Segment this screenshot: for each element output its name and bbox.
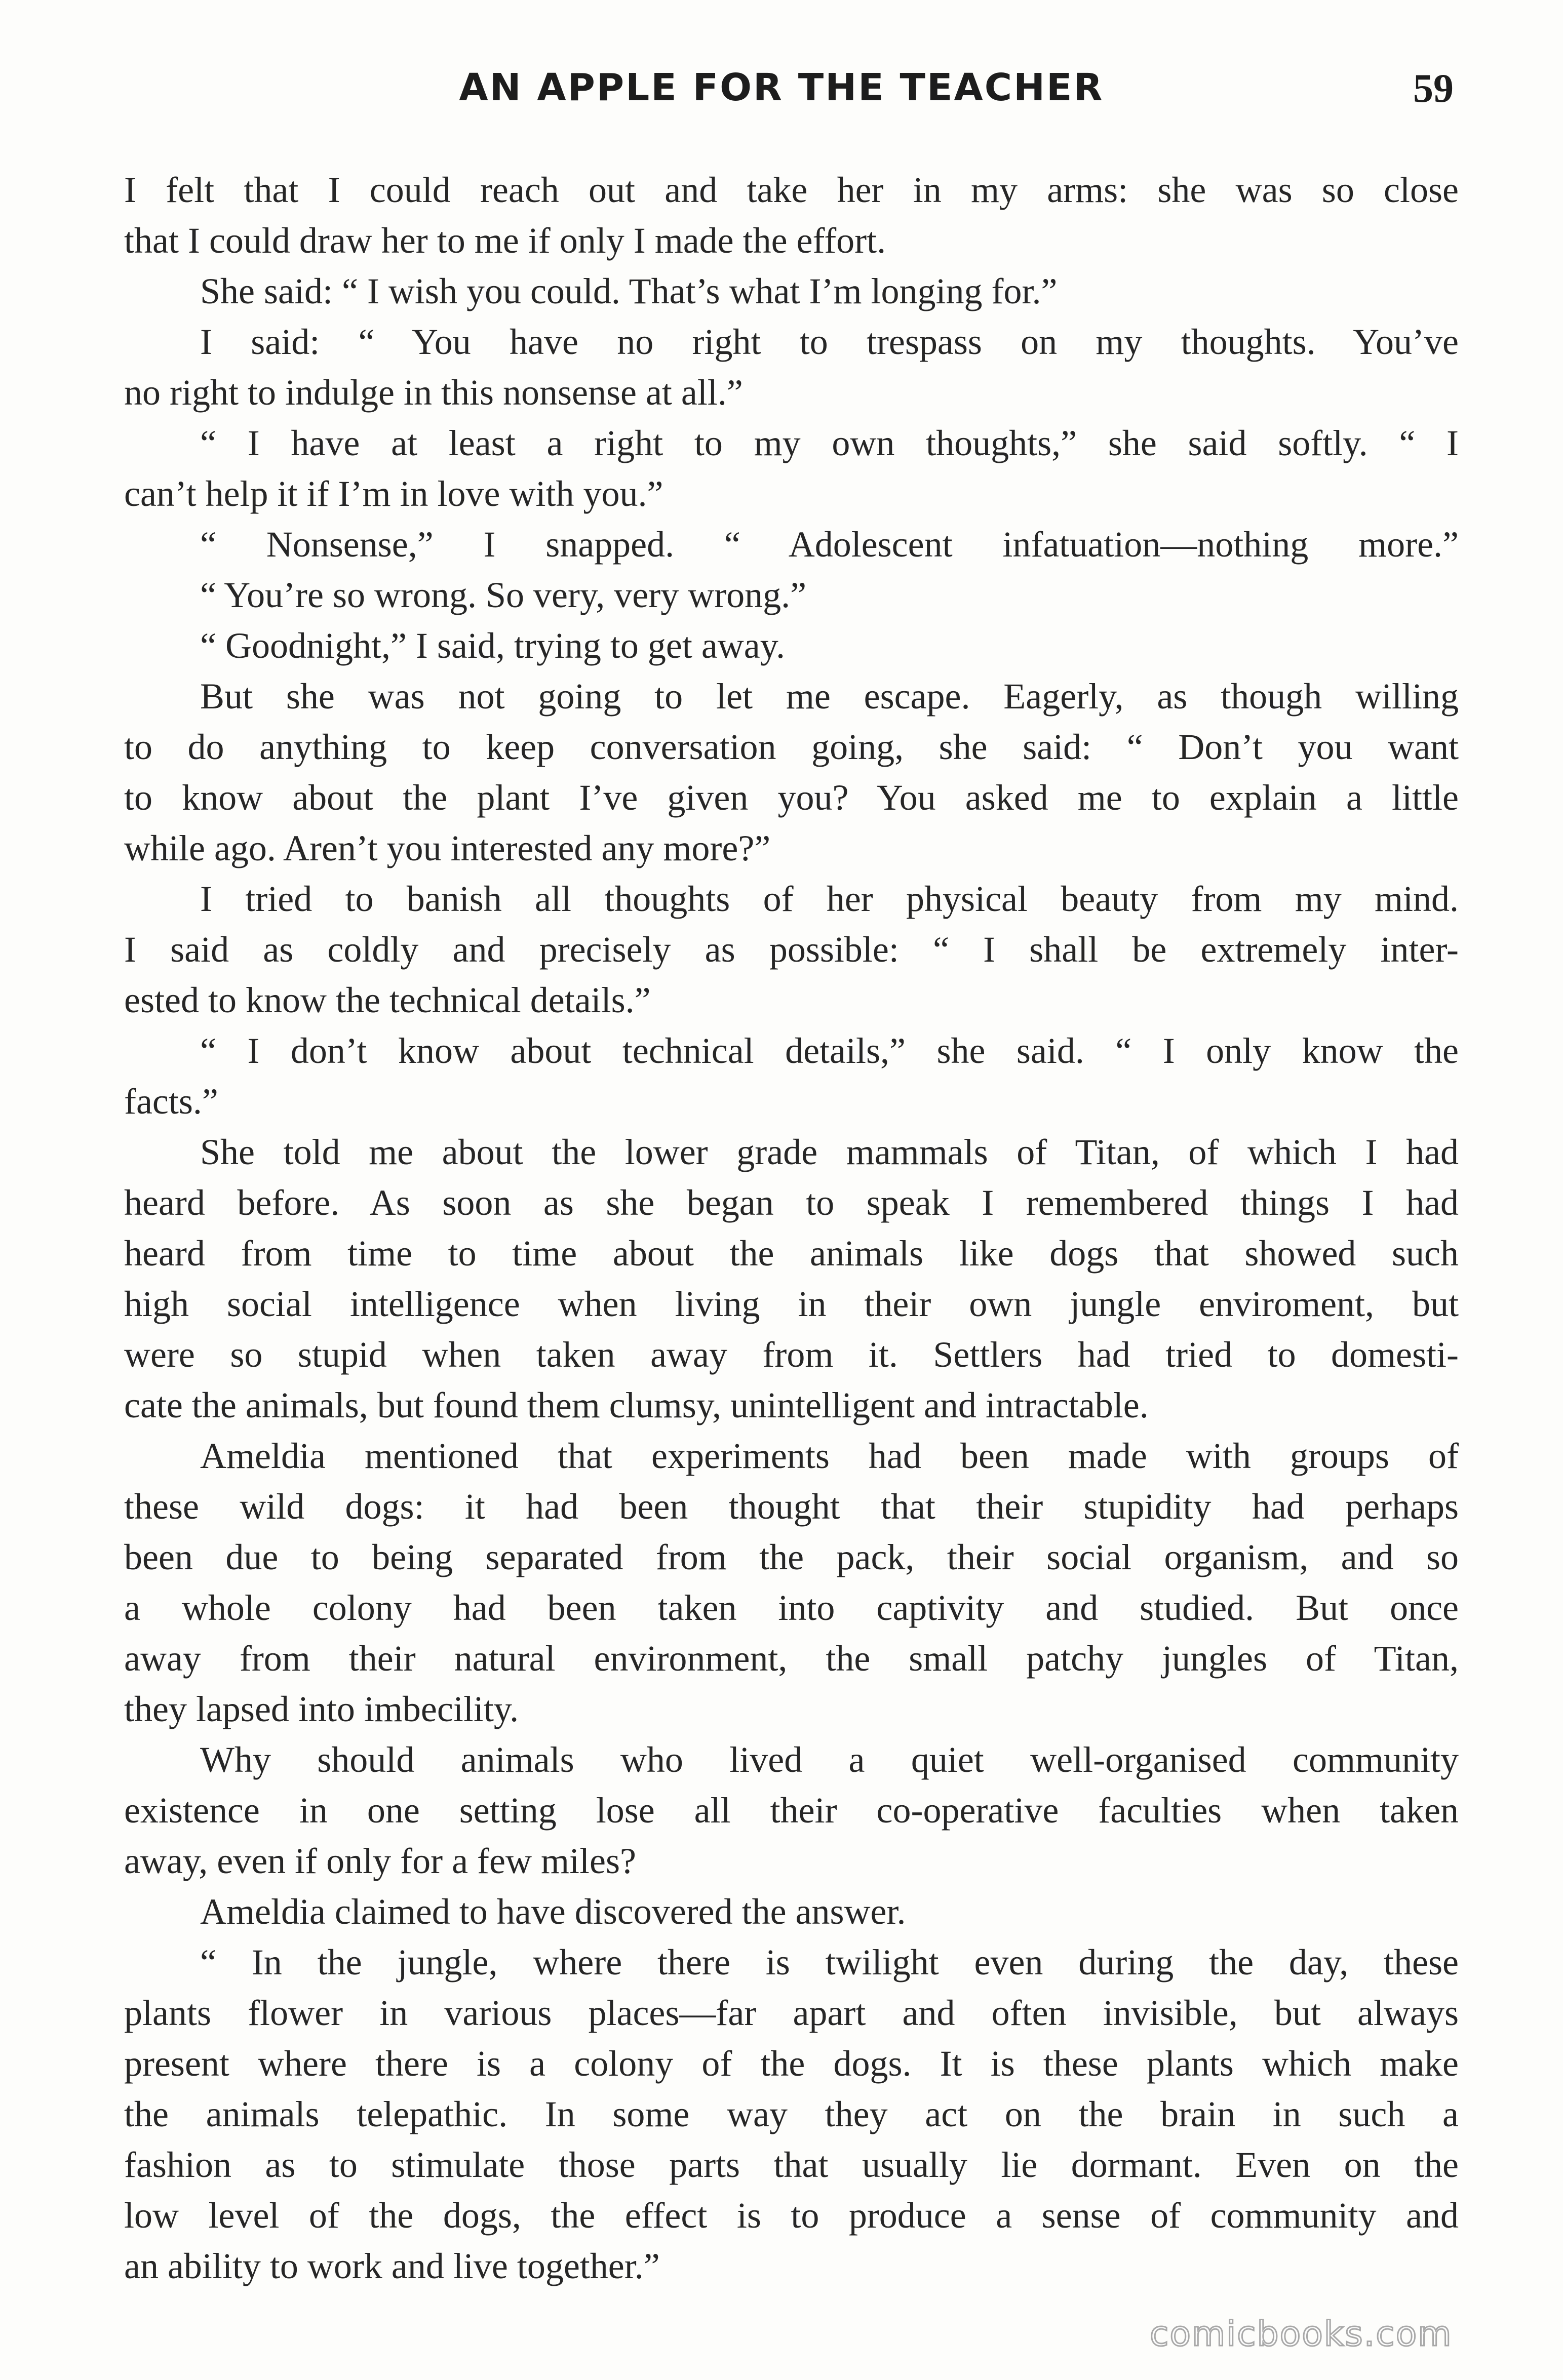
text-line: “ Nonsense,” I snapped. “ Adolescent infatuation—nothing more.”: [200, 524, 1459, 565]
text-line: fashion as to stimulate those parts that usually lie dormant. Even on the: [124, 2145, 1459, 2185]
text-line: ested to know the technical details.”: [124, 980, 651, 1020]
text-line: these wild dogs: it had been thought that their stupidity had perhaps: [124, 1486, 1459, 1527]
body-text: [124, 165, 1459, 2291]
watermark-logo: comicbooks.com: [1150, 2314, 1453, 2354]
text-line: away, even if only for a few miles?: [124, 1841, 636, 1881]
text-line: Ameldia claimed to have discovered the answer.: [200, 1891, 906, 1932]
text-line: Ameldia mentioned that experiments had been made with groups of: [200, 1436, 1459, 1476]
text-line: heard from time to time about the animals like dogs that showed such: [124, 1233, 1459, 1274]
page-header: [0, 66, 1563, 127]
text-line: I said as coldly and precisely as possible: “ I shall be extremely inter-: [124, 929, 1459, 970]
text-line: plants flower in various places—far apart and often invisible, but always: [124, 1993, 1459, 2033]
text-line: to know about the plant I’ve given you? You asked me to explain a little: [124, 777, 1459, 818]
text-line: been due to being separated from the pack, their social organism, and so: [124, 1537, 1459, 1577]
text-line: heard before. As soon as she began to speak I remembered things I had: [124, 1182, 1459, 1223]
text-line: an ability to work and live together.”: [124, 2246, 660, 2286]
text-line: “ You’re so wrong. So very, very wrong.”: [200, 575, 807, 615]
text-line: present where there is a colony of the dogs. It is these plants which make: [124, 2043, 1459, 2084]
running-title: AN APPLE FOR THE TEACHER: [459, 66, 1104, 109]
text-line: “ Goodnight,” I said, trying to get away.: [200, 625, 786, 666]
text-line: cate the animals, but found them clumsy, unintelligent and intractable.: [124, 1385, 1149, 1425]
text-line: to do anything to keep conversation going, she said: “ Don’t you want: [124, 727, 1459, 767]
text-line: She told me about the lower grade mammals of Titan, of which I had: [200, 1132, 1459, 1172]
text-line: that I could draw her to me if only I made the effort.: [124, 220, 886, 261]
text-line: existence in one setting lose all their co-operative faculties when taken: [124, 1790, 1459, 1831]
text-line: while ago. Aren’t you interested any more?”: [124, 828, 771, 868]
text-line: the animals telepathic. In some way they act on the brain in such a: [124, 2094, 1459, 2134]
text-line: low level of the dogs, the effect is to produce a sense of community and: [124, 2195, 1459, 2236]
page-number: 59: [1413, 66, 1454, 111]
text-line: I said: “ You have no right to trespass on my thoughts. You’ve: [200, 322, 1459, 362]
text-line: But she was not going to let me escape. Eagerly, as though willing: [200, 676, 1459, 717]
text-line: high social intelligence when living in their own jungle enviroment, but: [124, 1284, 1459, 1324]
text-line: facts.”: [124, 1081, 218, 1122]
text-line: were so stupid when taken away from it. Settlers had tried to domesti-: [124, 1334, 1459, 1375]
text-line: She said: “ I wish you could. That’s what I’m longing for.”: [200, 271, 1058, 311]
text-line: can’t help it if I’m in love with you.”: [124, 473, 663, 514]
text-line: away from their natural environment, the small patchy jungles of Titan,: [124, 1638, 1459, 1679]
text-line: Why should animals who lived a quiet well-organised community: [200, 1739, 1459, 1780]
text-line: “ In the jungle, where there is twilight even during the day, these: [200, 1942, 1459, 1982]
text-line: “ I don’t know about technical details,” she said. “ I only know the: [200, 1030, 1459, 1071]
text-line: I felt that I could reach out and take her in my arms: she was so close: [124, 170, 1459, 210]
text-line: a whole colony had been taken into captivity and studied. But once: [124, 1588, 1459, 1628]
text-line: I tried to banish all thoughts of her physical beauty from my mind.: [200, 879, 1459, 919]
text-line: they lapsed into imbecility.: [124, 1689, 519, 1729]
text-line: “ I have at least a right to my own thoughts,” she said softly. “ I: [200, 423, 1459, 463]
text-line: no right to indulge in this nonsense at all.”: [124, 372, 743, 413]
